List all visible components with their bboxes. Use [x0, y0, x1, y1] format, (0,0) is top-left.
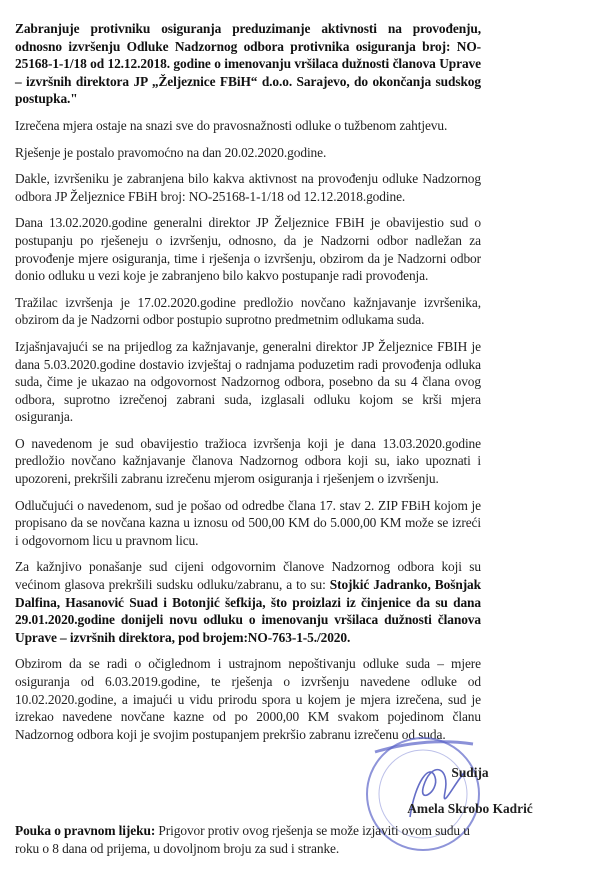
paragraph-notification: O navedenom je sud obavijestio tražioca izvršenja koji je dana 13.03.2020.godine predložio novčano kažnjavanje članova Nadzornog odbora koji su, iako upoznati i upozoreni, prekršili zabranu izrečenu mjerom osiguranja i rješenjem o izvršenju. — [15, 435, 481, 487]
paragraph-prohibition: Dakle, izvršeniku je zabranjena bilo kakva aktivnost na provođenju odluke Nadzornog odbora JP Željeznice FBiH broj: NO-25168-1-1/18 od 12.12.2018.godine. — [15, 171, 481, 204]
legal-remedy-label: Pouka o pravnom lijeku: — [15, 823, 156, 839]
paragraph-fine-decision: Obzirom da se radi o očiglednom i ustrajnom nepoštivanju odluke suda – mjere osiguranja od 6.03.2019.godine, te rješenja o izvršenju navedene odluke od 10.02.2020.godine, a imajući u vidu prirodu spora u kojem je mjera izrečena, sud je izrekao navedene novčane kazne od po 2000,00 KM svakom pojedinom članu Nadzornog odbora koji je svojim postupanjem prekršio zabranu izrečenu od suda. — [15, 656, 481, 742]
paragraph-director-statement: Izjašnjavajući se na prijedlog za kažnjavanje, generalni direktor JP Željeznice FBIH je dana 5.03.2020.godine dostavio izvještaj o radnjama poduzetim radi provođenja odluka suda, čime je ukazao na odgovornost Nadzornog odbora, posebno da su 4 člana ovog odbora, suprotno izrečenoj zabrani suda, izglasali odluku kojom se krši mjera osiguranja. — [15, 338, 481, 425]
paragraph-director-notice: Dana 13.02.2020.godine generalni direktor JP Željeznice FBiH je obavijestio sud o postupanju po rješeneju o izvršenju, odnosno, da je Nadzorni odbor nadležan za provođenje mjere osiguranja, time i rješenja o izvršenju, obzirom da je Nadzorni odbor donio odluku u vezi koje je zabranjeno bilo kakvo postupanje radi provođenja. — [15, 215, 481, 284]
signature-name: Amela Skrobo Kadrić — [407, 800, 533, 816]
paragraph-legal-basis: Odlučujući o navedenom, sud je pošao od odredbe člana 17. stav 2. ZIP FBiH kojom je propisano da se novčana kazna u iznosu od 500,00 KM do 5.000,00 KM može se izreći i odgovornom licu u pravnom licu. — [15, 497, 481, 548]
responsible-members-names: Stojkić Jadranko, Bošnjak Dalfina, Hasanović Suad i Botonjić šefkija, što proizlazi iz činjenice da su dana 29.01.2020.godine donijeli novu odluku o imenovanju vršilaca dužnosti članova Uprave – izvršnih direktora, pod brojem:NO-763-1-5./2020. — [15, 577, 481, 645]
paragraph-measure-in-force: Izrečena mjera ostaje na snazi sve do pravosnažnosti odluke o tužbenom zahtjevu. — [15, 117, 448, 133]
legal-remedy-text: Prigovor protiv ovog rješenja se može izjaviti ovom sudu u roku o 8 dana od prijema, u dovoljnom broju za sud i stranke. — [15, 823, 470, 856]
paragraph-proposal: Tražilac izvršenja je 17.02.2020.godine predložio novčano kažnjavanje izvršenika, obzirom da je Nadzorni odbor postupio suprotno predmetnim odlukama suda. — [15, 294, 481, 328]
signature-title: Sudija — [451, 765, 489, 781]
responsible-members-intro: Za kažnjivo ponašanje sud cijeni odgovornim članove Nadzornog odbora koji su većinom glasova prekršili sudsku odluku/zabranu, a to su: — [15, 559, 481, 593]
legal-remedy — [15, 822, 485, 857]
paragraph-responsible-members — [15, 558, 481, 646]
paragraph-final-date: Rješenje je postalo pravomoćno na dan 20.02.2020.godine. — [15, 144, 327, 160]
signature-block — [15, 752, 533, 822]
operative-clause: Zabranjuje protivniku osiguranja preduzimanje aktivnosti na provođenju, odnosno izvršenju Odluke Nadzornog odbora protivnika osiguranja broj: NO-25168-1-1/18 od 12.12.2018. godine o imenovanju vršilaca dužnosti članova Uprave – izvršnih direktora JP „Željeznice FBiH“ d.o.o. Sarajevo, do okončanja sudskog postupka." — [15, 21, 481, 107]
